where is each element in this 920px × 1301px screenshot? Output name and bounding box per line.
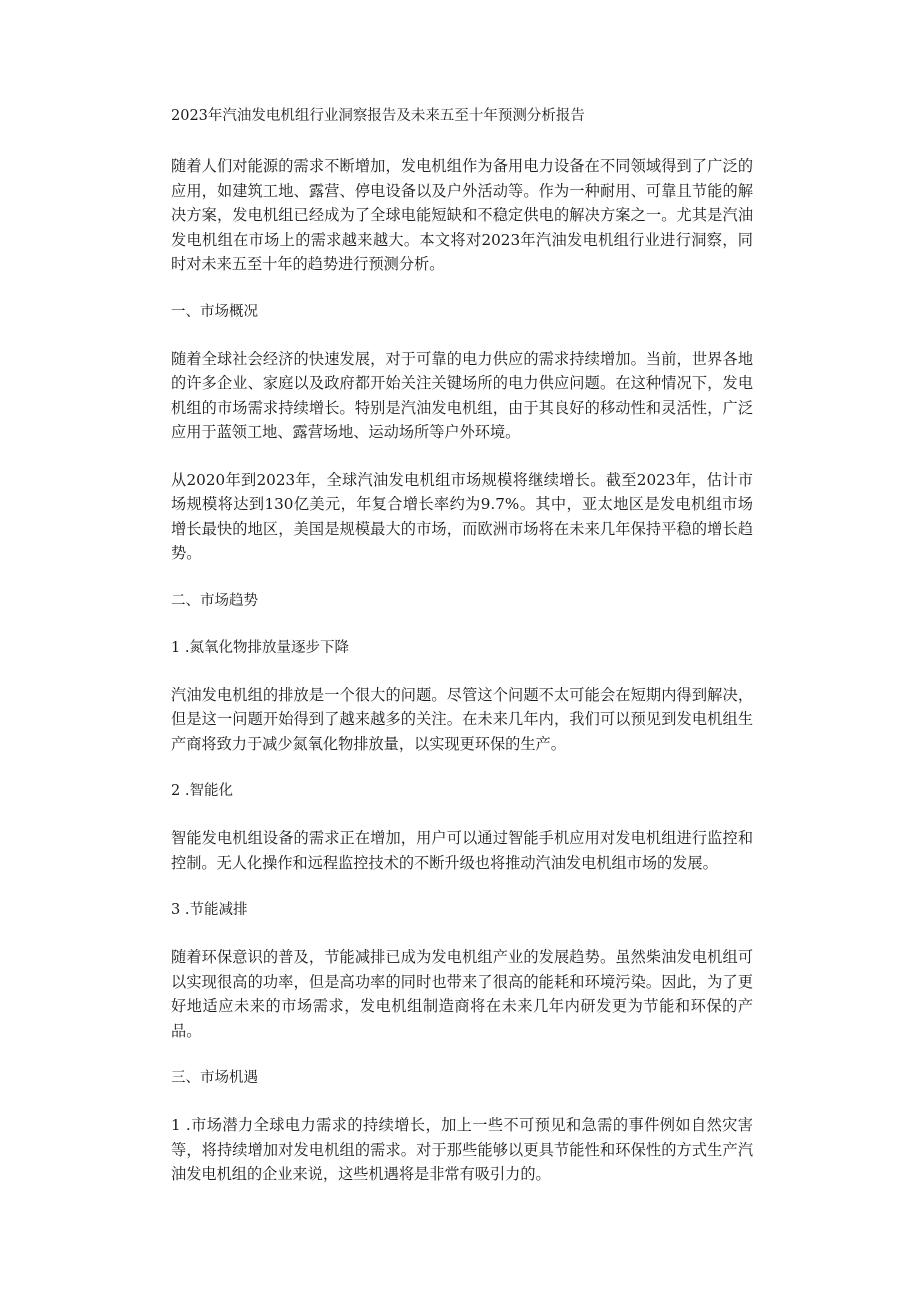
section-heading-market-opportunities: 三、市场机遇 — [171, 1070, 258, 1086]
trend-item-3-text: 随着环保意识的普及，节能减排已成为发电机组产业的发展趋势。虽然柴油发电机组可以实现很高的功率，但是高功率的同时也带来了很高的能耗和环境污染。因此，为了更好地适应未来的市场需求，发电机组制造商将在未来几年内研发更为节能和环保的产品。 — [171, 948, 753, 1040]
trend-item-1-title: 1 .氮氧化物排放量逐步下降 — [171, 639, 349, 656]
trend-item-1-text: 汽油发电机组的排放是一个很大的问题。尽管这个问题不太可能会在短期内得到解决，但是这一问题开始得到了越来越多的关注。在未来几年内，我们可以预见到发电机组生产商将致力于减少氮氧化物排放量，以实现更环保的生产。 — [171, 685, 753, 753]
document-page — [171, 104, 753, 1210]
trend-item-3-title: 3 .节能减排 — [171, 902, 248, 918]
section-heading-market-overview: 一、市场概况 — [171, 303, 258, 320]
intro-paragraph: 随着人们对能源的需求不断增加，发电机组作为备用电力设备在不同领域得到了广泛的应用，如建筑工地、露营、停电设备以及户外活动等。作为一种耐用、可靠且节能的解决方案，发电机组已经成为了全球电能短缺和不稳定供电的解决方案之一。尤其是汽油发电机组在市场上的需求越来越大。本文将对2023年汽油发电机组行业进行洞察，同时对未来五至十年的趋势进行预测分析。 — [171, 157, 753, 273]
trend-item-2-text: 智能发电机组设备的需求正在增加，用户可以通过智能手机应用对发电机组进行监控和控制。无人化操作和远程监控技术的不断升级也将推动汽油发电机组市场的发展。 — [171, 829, 753, 872]
trend-item-2-title: 2 .智能化 — [171, 783, 233, 799]
market-overview-paragraph-2: 从2020年到2023年，全球汽油发电机组市场规模将继续增长。截至2023年，估计市场规模将达到130亿美元，年复合增长率约为9.7%。其中，亚太地区是发电机组市场增长最快的地区，美国是规模最大的市场，而欧洲市场将在未来几年保持平稳的增长趋势。 — [171, 470, 753, 562]
market-overview-paragraph-1: 随着全球社会经济的快速发展，对于可靠的电力供应的需求持续增加。当前，世界各地的许多企业、家庭以及政府都开始关注关键场所的电力供应问题。在这种情况下，发电机组的市场需求持续增长。特别是汽油发电机组，由于其良好的移动性和灵活性，广泛应用于蓝领工地、露营场地、运动场所等户外环境。 — [171, 349, 753, 441]
opportunity-item-1-text: 1 .市场潜力全球电力需求的持续增长，加上一些不可预见和急需的事件例如自然灾害等，将持续增加对发电机组的需求。对于那些能够以更具节能性和环保性的方式生产汽油发电机组的企业来说，这些机遇将是非常有吸引力的。 — [171, 1116, 753, 1183]
section-heading-market-trends: 二、市场趋势 — [171, 592, 258, 609]
document-title: 2023年汽油发电机组行业洞察报告及未来五至十年预测分析报告 — [171, 108, 585, 124]
